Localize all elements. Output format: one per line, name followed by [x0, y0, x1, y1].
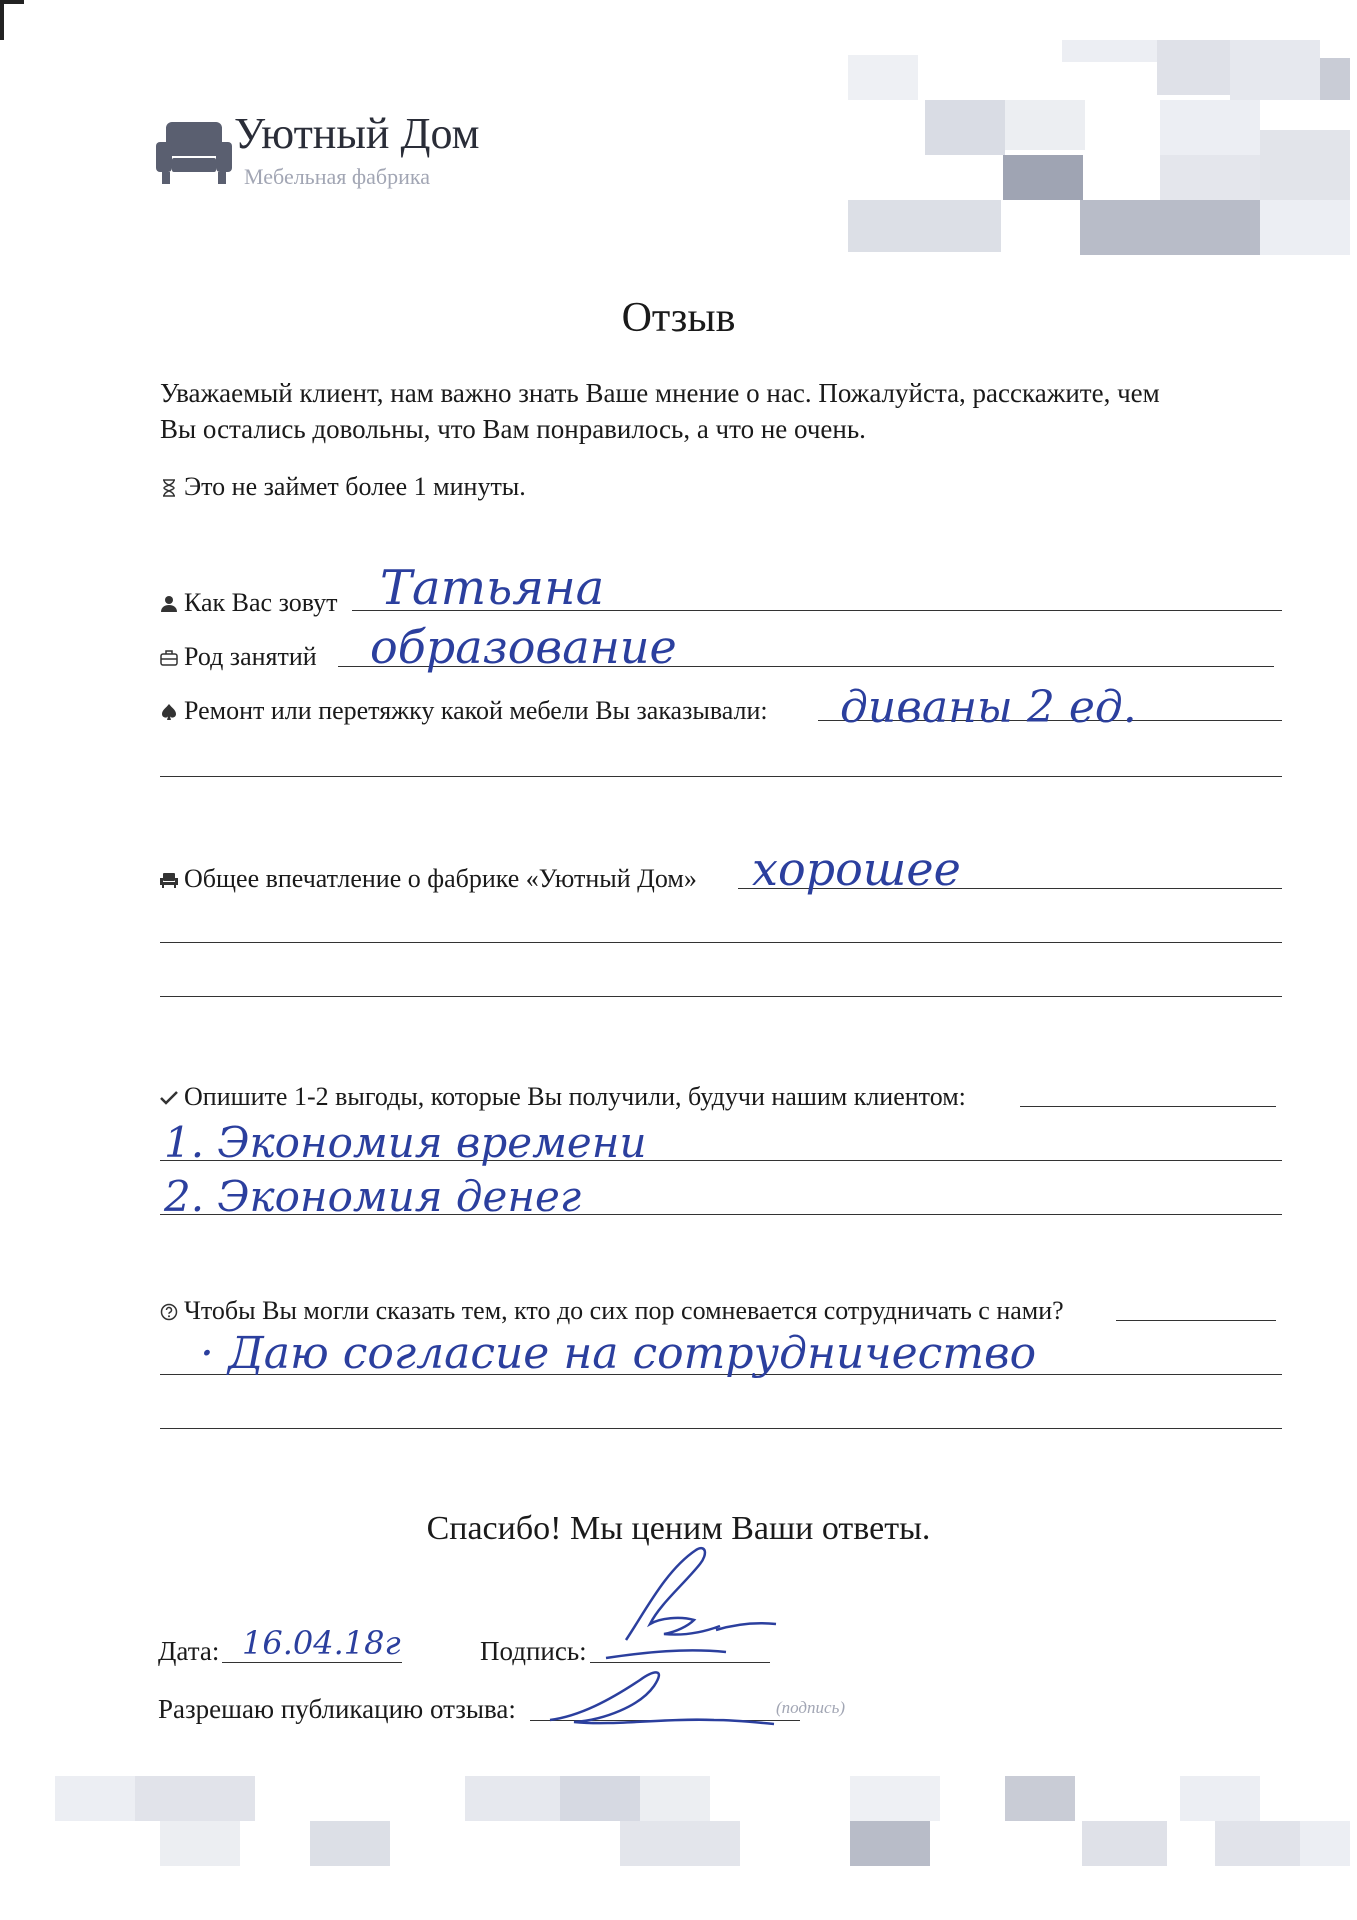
- benefits-label: [160, 1082, 966, 1112]
- thanks-message: Спасибо! Мы ценим Ваши ответы.: [426, 1510, 931, 1547]
- furniture-label-text: Ремонт или перетяжку какой мебели Вы заказывали:: [184, 696, 768, 725]
- impression-line-3: [160, 996, 1282, 997]
- scan-corner-mark-v: [0, 0, 4, 40]
- advice-label: [160, 1296, 1064, 1326]
- brand-subtitle: Мебельная фабрика: [244, 164, 430, 189]
- armchair-small-icon: [160, 871, 178, 889]
- hourglass-icon: [160, 479, 178, 497]
- benefit-1-field[interactable]: 1. Экономия времени: [164, 1118, 647, 1167]
- benefits-label-text: Опишите 1-2 выгоды, которые Вы получили, будучи нашим клиентом:: [184, 1082, 966, 1111]
- publication-signature-scribble[interactable]: [540, 1660, 780, 1740]
- intro-line-1: Уважаемый клиент, нам важно знать Ваше мнение о нас. Пожалуйста, расскажите, чем: [160, 378, 1160, 408]
- furniture-label: [160, 696, 768, 726]
- date-field[interactable]: 16.04.18г: [242, 1624, 401, 1662]
- impression-label: [160, 864, 697, 894]
- name-label: [160, 588, 337, 618]
- time-note-text: Это не займет более 1 минуты.: [184, 472, 526, 501]
- signature-scribble[interactable]: [596, 1540, 796, 1680]
- checkmark-icon: [160, 1089, 178, 1107]
- question-circle-icon: [160, 1303, 178, 1321]
- advice-line-3: [160, 1428, 1282, 1429]
- name-label-text: Как Вас зовут: [184, 588, 338, 617]
- occupation-label-text: Род занятий: [184, 642, 317, 671]
- advice-label-text: Чтобы Вы могли сказать тем, кто до сих пор сомневается сотрудничать с нами?: [184, 1296, 1064, 1325]
- intro-line-2: Вы остались довольны, что Вам понравилось, а что не очень.: [160, 414, 866, 444]
- impression-field[interactable]: хорошее: [752, 842, 961, 896]
- benefits-line: [1020, 1106, 1276, 1107]
- signature-label: Подпись:: [480, 1636, 587, 1666]
- briefcase-icon: [160, 649, 178, 667]
- date-line: [222, 1662, 402, 1663]
- advice-line: [1116, 1320, 1276, 1321]
- user-icon: [160, 595, 178, 613]
- date-label: Дата:: [158, 1636, 220, 1666]
- advice-field[interactable]: · Даю согласие на сотрудничество: [200, 1328, 1037, 1379]
- furniture-line-2: [160, 776, 1282, 777]
- furniture-field[interactable]: диваны 2 ед.: [840, 682, 1137, 733]
- occupation-label: [160, 642, 317, 672]
- publication-hint: (подпись): [776, 1698, 845, 1717]
- time-note: [160, 472, 526, 502]
- impression-line-2: [160, 942, 1282, 943]
- brand-logo: [154, 118, 234, 188]
- publication-label: Разрешаю публикацию отзыва:: [158, 1694, 516, 1724]
- spade-icon: [160, 703, 178, 721]
- benefit-2-field[interactable]: 2. Экономия денег: [164, 1172, 582, 1221]
- occupation-field[interactable]: образование: [370, 620, 677, 674]
- page-title: Отзыв: [621, 295, 736, 341]
- armchair-icon: [154, 118, 234, 188]
- impression-label-text: Общее впечатление о фабрике «Уютный Дом»: [184, 864, 697, 893]
- brand-name: Уютный Дом: [234, 109, 480, 158]
- name-field[interactable]: Татьяна: [380, 560, 605, 616]
